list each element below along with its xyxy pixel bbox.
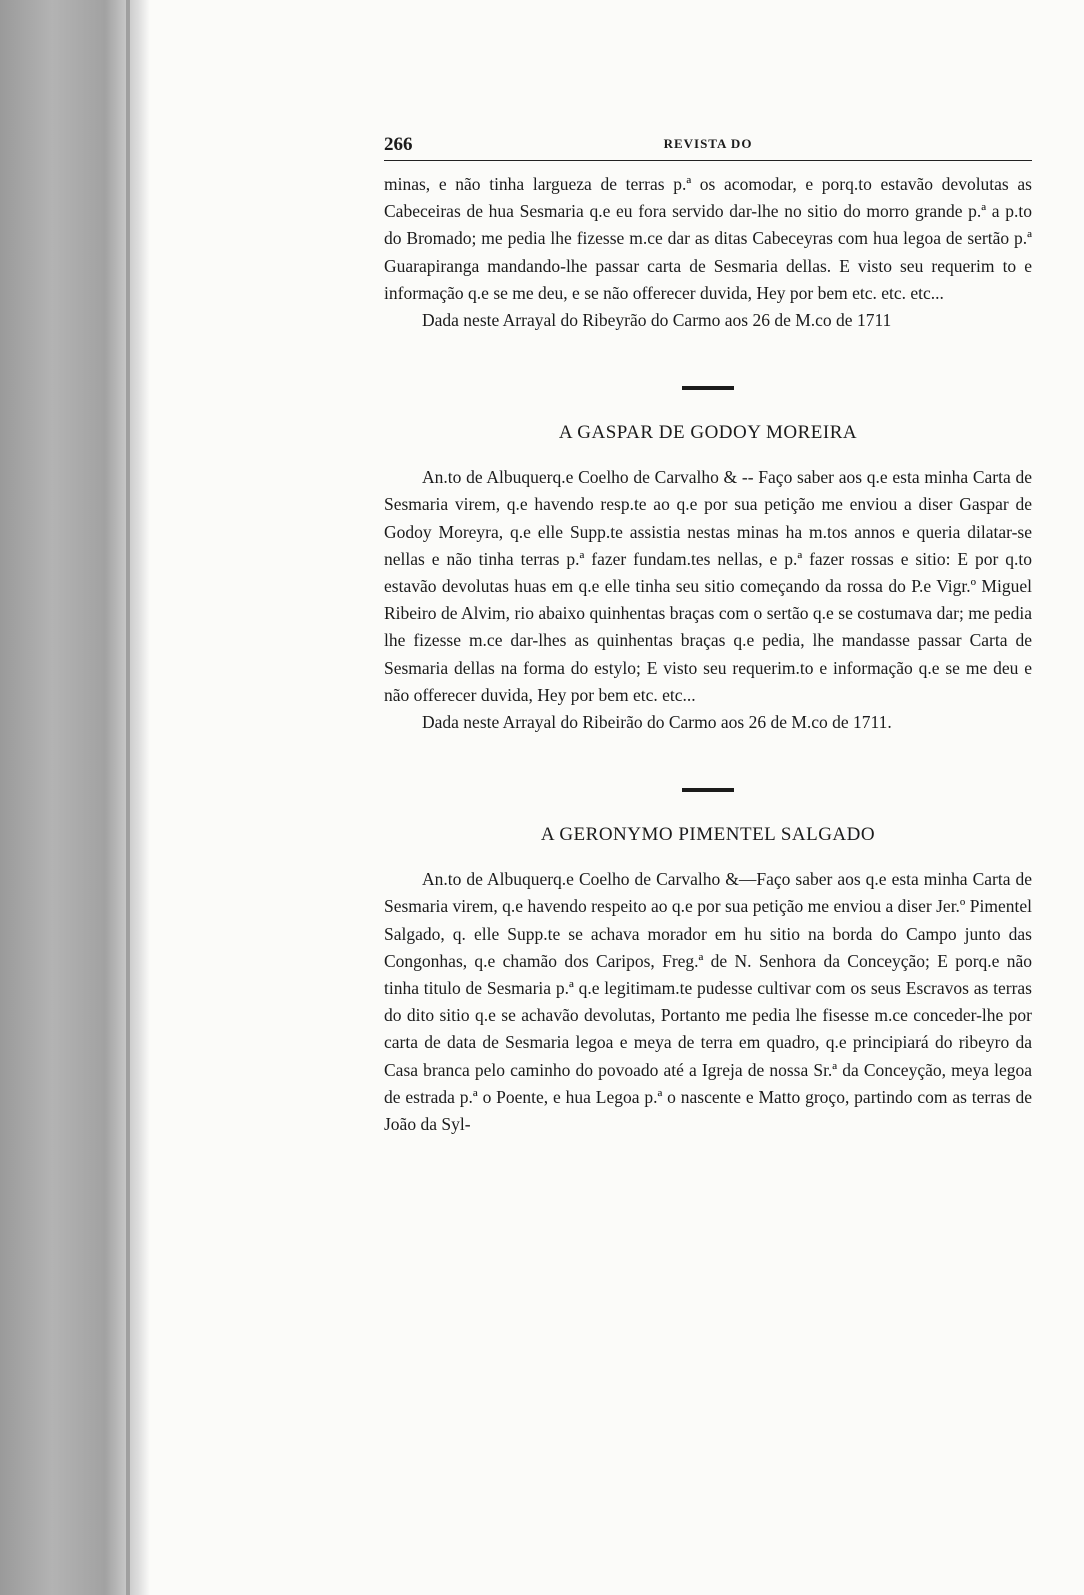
section-separator bbox=[682, 386, 734, 390]
section-separator bbox=[682, 788, 734, 792]
section-dated-gaspar: Dada neste Arrayal do Ribeirão do Carmo aos 26 de M.co de 1711. bbox=[422, 712, 892, 733]
section-body-geronymo: An.to de Albuquerq.e Coelho de Carvalho &—Faço saber aos q.e esta minha Carta de Sesmaria virem, q.e havendo respeito ao q.e por sua petição me enviou a diser Jer.º Pimentel Salgado, q. elle Supp.te se achava morador em hu sitio na borda do Campo junto das Congonhas, q.e chamão dos Caripos, Freg.ª de N. Senhora da Conceyção; E porq.e não tinha titulo de Sesmaria p.ª q.e legitimam.te pudesse cultivar com os seus Escravos as terras do dito sitio q.e se achavão devolutas, Portanto me pedia lhe fisesse m.ce conceder-lhe por carta de data de Sesmaria legoa e meya de terra em quadro, q.e principiará do ribeyro da Casa branca pelo caminho do povoado até a Igreja de nossa Sr.ª da Conceyção, meya legoa de estrada p.ª o Poente, e hua Legoa p.ª o nascente e Matto groço, partindo com as terras de João da Syl- bbox=[384, 869, 1032, 1135]
running-head: REVISTA DO bbox=[663, 136, 753, 151]
book-binding-gutter bbox=[0, 0, 150, 1595]
section-title-gaspar: A GASPAR DE GODOY MOREIRA bbox=[558, 422, 858, 444]
page-header bbox=[384, 134, 1032, 161]
document-page bbox=[384, 134, 1032, 1138]
intro-paragraph: minas, e não tinha largueza de terras p.ª os acomodar, e porq.to estavão devolutas as Cabeceiras de hua Sesmaria q.e eu fora servido dar-lhe no sitio do morro grande p.ª a p.to do Bromado; me pedia lhe fizesse m.ce dar as ditas Cabeceyras com hua legoa de sertão p.ª Guarapiranga mandando-lhe passar carta de Sesmaria dellas. E visto seu requerim to e informação q.e se me deu, e se não offerecer duvida, Hey por bem etc. etc. etc... bbox=[384, 174, 1032, 303]
section-title-geronymo: A GERONYMO PIMENTEL SALGADO bbox=[540, 824, 876, 846]
page-number: 266 bbox=[384, 134, 413, 155]
section-body-gaspar: An.to de Albuquerq.e Coelho de Carvalho & -- Faço saber aos q.e esta minha Carta de Sesmaria virem, q.e havendo resp.te ao q.e por sua petição me enviou a diser Gaspar de Godoy Moreyra, q.e elle Supp.te assistia nestas minas ha m.tos annos e queria dilatar-se nellas e não tinha terras p.ª fazer fundam.tes nellas, e p.ª fazer rossas e sitio: E por q.to estavão devolutas huas em q.e elle tinha seu sitio começando da rossa do P.e Vigr.º Miguel Ribeiro de Alvim, rio abaixo quinhentas braças com o sertão q.e se costumava dar; me pedia lhe fizesse m.ce dar-lhes as quinhentas braças q.e pedia, lhe mandasse passar Carta de Sesmaria dellas na forma do estylo; E visto seu requerim.to e informação q.e se me deu e não offerecer duvida, Hey por bem etc. etc... bbox=[384, 467, 1032, 705]
intro-dated-line: Dada neste Arrayal do Ribeyrão do Carmo aos 26 de M.co de 1711 bbox=[422, 310, 892, 331]
